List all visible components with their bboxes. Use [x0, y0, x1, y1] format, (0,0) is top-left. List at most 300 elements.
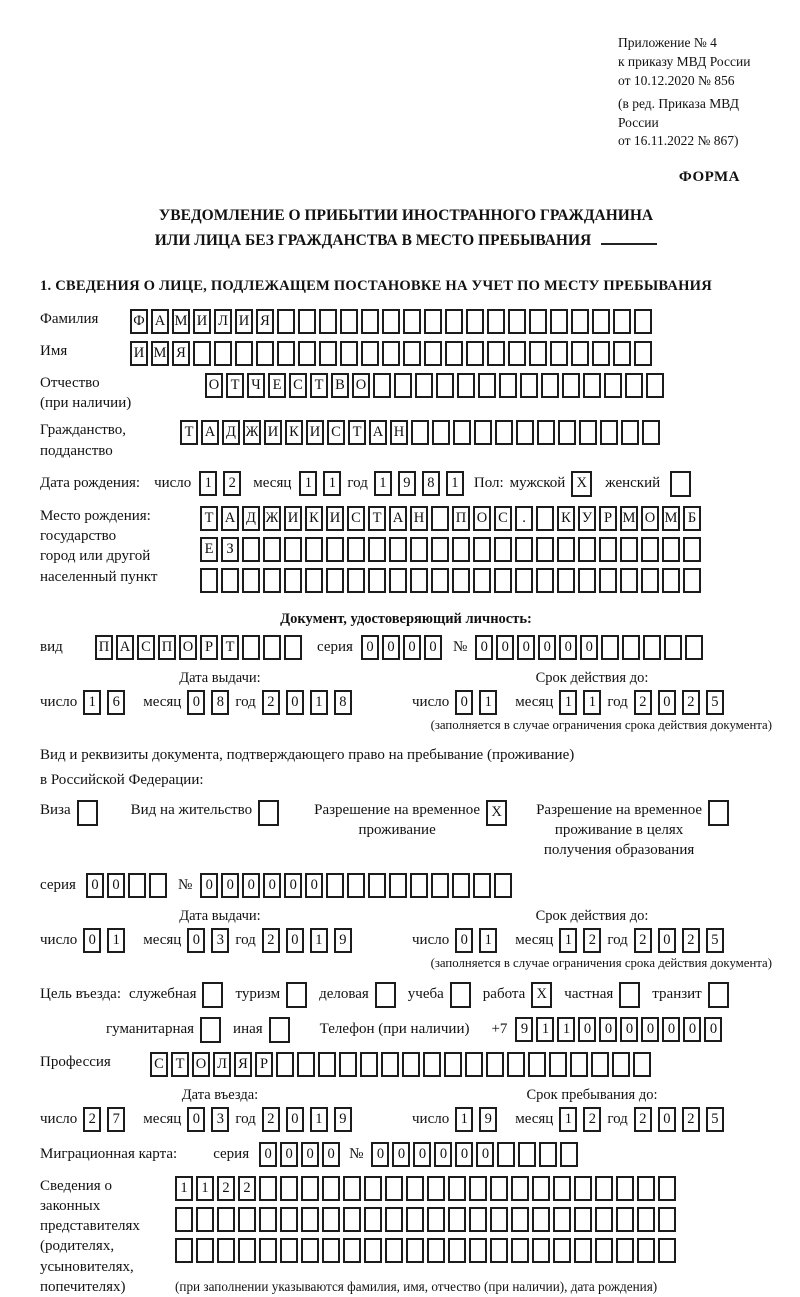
form-cell[interactable] — [579, 420, 597, 445]
form-cell[interactable] — [637, 1176, 655, 1201]
form-cell[interactable]: О — [192, 1052, 210, 1077]
form-cell[interactable] — [319, 341, 337, 366]
form-cell[interactable]: Я — [172, 341, 190, 366]
form-cell[interactable] — [410, 537, 428, 562]
form-cell[interactable]: 1 — [175, 1176, 193, 1201]
form-cell[interactable]: И — [193, 309, 211, 334]
form-cell[interactable]: 0 — [187, 928, 205, 953]
form-cell[interactable] — [263, 537, 281, 562]
form-cell[interactable]: О — [473, 506, 491, 531]
form-cell[interactable] — [242, 537, 260, 562]
form-cell[interactable] — [490, 1238, 508, 1263]
form-cell[interactable] — [427, 1207, 445, 1232]
form-cell[interactable] — [495, 420, 513, 445]
form-cell[interactable]: 6 — [107, 690, 125, 715]
form-cell[interactable] — [286, 982, 307, 1008]
form-cell[interactable]: А — [221, 506, 239, 531]
form-cell[interactable] — [427, 1176, 445, 1201]
form-cell[interactable]: О — [641, 506, 659, 531]
form-cell[interactable]: К — [285, 420, 303, 445]
form-cell[interactable]: 0 — [455, 1142, 473, 1167]
form-cell[interactable]: 0 — [662, 1017, 680, 1042]
form-cell[interactable] — [494, 568, 512, 593]
form-cell[interactable]: 2 — [634, 1107, 652, 1132]
form-cell[interactable]: З — [221, 537, 239, 562]
form-cell[interactable]: Т — [226, 373, 244, 398]
form-cell[interactable] — [619, 982, 640, 1008]
form-cell[interactable]: 0 — [683, 1017, 701, 1042]
form-cell[interactable]: П — [158, 635, 176, 660]
form-cell[interactable]: 0 — [361, 635, 379, 660]
form-cell[interactable] — [448, 1176, 466, 1201]
form-cell[interactable]: 1 — [310, 1107, 328, 1132]
form-cell[interactable] — [343, 1176, 361, 1201]
form-cell[interactable]: 0 — [83, 928, 101, 953]
form-cell[interactable] — [592, 309, 610, 334]
form-cell[interactable]: С — [347, 506, 365, 531]
form-cell[interactable] — [658, 1176, 676, 1201]
form-cell[interactable] — [574, 1176, 592, 1201]
form-cell[interactable] — [259, 1176, 277, 1201]
form-cell[interactable] — [478, 373, 496, 398]
form-cell[interactable]: 2 — [682, 1107, 700, 1132]
form-cell[interactable]: Ж — [263, 506, 281, 531]
form-cell[interactable] — [520, 373, 538, 398]
form-cell[interactable] — [541, 373, 559, 398]
form-cell[interactable]: 0 — [424, 635, 442, 660]
form-cell[interactable] — [284, 635, 302, 660]
form-cell[interactable] — [128, 873, 146, 898]
form-cell[interactable]: В — [331, 373, 349, 398]
form-cell[interactable]: 0 — [286, 928, 304, 953]
form-cell[interactable] — [536, 537, 554, 562]
form-cell[interactable] — [382, 309, 400, 334]
form-cell[interactable] — [269, 1017, 290, 1043]
form-cell[interactable] — [634, 341, 652, 366]
form-cell[interactable]: 0 — [538, 635, 556, 660]
form-cell[interactable]: 0 — [187, 1107, 205, 1132]
form-cell[interactable] — [708, 800, 729, 826]
form-cell[interactable] — [536, 506, 554, 531]
form-cell[interactable]: 1 — [536, 1017, 554, 1042]
form-cell[interactable] — [683, 568, 701, 593]
form-cell[interactable]: С — [327, 420, 345, 445]
form-cell[interactable] — [574, 1207, 592, 1232]
form-cell[interactable] — [685, 635, 703, 660]
form-cell[interactable]: X — [531, 982, 552, 1008]
form-cell[interactable] — [616, 1207, 634, 1232]
form-cell[interactable] — [263, 568, 281, 593]
form-cell[interactable]: 0 — [641, 1017, 659, 1042]
form-cell[interactable]: 1 — [559, 928, 577, 953]
form-cell[interactable] — [515, 568, 533, 593]
form-cell[interactable] — [571, 309, 589, 334]
form-cell[interactable] — [411, 420, 429, 445]
form-cell[interactable]: Т — [200, 506, 218, 531]
form-cell[interactable] — [633, 1052, 651, 1077]
form-cell[interactable] — [683, 537, 701, 562]
form-cell[interactable] — [557, 537, 575, 562]
form-cell[interactable] — [622, 635, 640, 660]
form-cell[interactable]: 0 — [382, 635, 400, 660]
form-cell[interactable] — [613, 341, 631, 366]
form-cell[interactable]: Р — [255, 1052, 273, 1077]
form-cell[interactable] — [298, 341, 316, 366]
form-cell[interactable] — [322, 1207, 340, 1232]
form-cell[interactable]: 1 — [196, 1176, 214, 1201]
form-cell[interactable]: 0 — [434, 1142, 452, 1167]
form-cell[interactable]: 1 — [479, 690, 497, 715]
form-cell[interactable] — [200, 568, 218, 593]
form-cell[interactable]: 1 — [455, 1107, 473, 1132]
form-cell[interactable] — [641, 568, 659, 593]
form-cell[interactable]: 2 — [217, 1176, 235, 1201]
form-cell[interactable] — [529, 309, 547, 334]
form-cell[interactable]: 2 — [223, 471, 241, 496]
form-cell[interactable]: 9 — [334, 928, 352, 953]
form-cell[interactable]: 1 — [559, 690, 577, 715]
form-cell[interactable]: 0 — [280, 1142, 298, 1167]
form-cell[interactable] — [305, 568, 323, 593]
form-cell[interactable] — [457, 373, 475, 398]
form-cell[interactable] — [149, 873, 167, 898]
form-cell[interactable] — [595, 1238, 613, 1263]
form-cell[interactable]: 0 — [259, 1142, 277, 1167]
form-cell[interactable]: 0 — [305, 873, 323, 898]
form-cell[interactable]: Д — [242, 506, 260, 531]
form-cell[interactable] — [256, 341, 274, 366]
form-cell[interactable]: X — [486, 800, 507, 826]
form-cell[interactable] — [562, 373, 580, 398]
form-cell[interactable] — [612, 1052, 630, 1077]
form-cell[interactable]: П — [452, 506, 470, 531]
form-cell[interactable]: X — [571, 471, 592, 497]
form-cell[interactable]: Я — [234, 1052, 252, 1077]
form-cell[interactable]: 2 — [238, 1176, 256, 1201]
form-cell[interactable]: 5 — [706, 1107, 724, 1132]
form-cell[interactable]: 0 — [413, 1142, 431, 1167]
form-cell[interactable] — [591, 1052, 609, 1077]
form-cell[interactable] — [368, 568, 386, 593]
form-cell[interactable] — [662, 537, 680, 562]
form-cell[interactable]: 8 — [334, 690, 352, 715]
form-cell[interactable]: Т — [310, 373, 328, 398]
form-cell[interactable] — [277, 309, 295, 334]
form-cell[interactable] — [532, 1176, 550, 1201]
form-cell[interactable] — [385, 1207, 403, 1232]
form-cell[interactable] — [595, 1207, 613, 1232]
form-cell[interactable]: А — [151, 309, 169, 334]
form-cell[interactable]: М — [151, 341, 169, 366]
form-cell[interactable] — [537, 420, 555, 445]
form-cell[interactable] — [385, 1238, 403, 1263]
form-cell[interactable] — [319, 309, 337, 334]
form-cell[interactable]: М — [620, 506, 638, 531]
form-cell[interactable]: К — [557, 506, 575, 531]
form-cell[interactable] — [301, 1176, 319, 1201]
form-cell[interactable] — [297, 1052, 315, 1077]
form-cell[interactable] — [662, 568, 680, 593]
form-cell[interactable]: 0 — [455, 928, 473, 953]
form-cell[interactable]: Т — [180, 420, 198, 445]
form-cell[interactable] — [625, 373, 643, 398]
form-cell[interactable] — [511, 1176, 529, 1201]
form-cell[interactable] — [406, 1238, 424, 1263]
form-cell[interactable]: 0 — [517, 635, 535, 660]
form-cell[interactable] — [284, 537, 302, 562]
form-cell[interactable]: С — [289, 373, 307, 398]
form-cell[interactable]: Ч — [247, 373, 265, 398]
form-cell[interactable] — [277, 341, 295, 366]
form-cell[interactable]: 0 — [475, 635, 493, 660]
form-cell[interactable]: 9 — [398, 471, 416, 496]
form-cell[interactable]: 1 — [557, 1017, 575, 1042]
form-cell[interactable]: 0 — [580, 635, 598, 660]
form-cell[interactable] — [427, 1238, 445, 1263]
form-cell[interactable]: 1 — [310, 690, 328, 715]
form-cell[interactable]: 0 — [86, 873, 104, 898]
form-cell[interactable]: О — [352, 373, 370, 398]
form-cell[interactable]: 2 — [262, 1107, 280, 1132]
form-cell[interactable]: 5 — [706, 690, 724, 715]
form-cell[interactable] — [242, 635, 260, 660]
form-cell[interactable]: 1 — [374, 471, 392, 496]
form-cell[interactable] — [301, 1238, 319, 1263]
form-cell[interactable]: 0 — [658, 690, 676, 715]
form-cell[interactable] — [708, 982, 729, 1008]
form-cell[interactable]: 0 — [286, 1107, 304, 1132]
form-cell[interactable]: . — [515, 506, 533, 531]
form-cell[interactable]: 0 — [403, 635, 421, 660]
form-cell[interactable] — [528, 1052, 546, 1077]
form-cell[interactable] — [221, 568, 239, 593]
form-cell[interactable] — [553, 1176, 571, 1201]
form-cell[interactable] — [499, 373, 517, 398]
form-cell[interactable] — [202, 982, 223, 1008]
form-cell[interactable] — [343, 1207, 361, 1232]
form-cell[interactable] — [238, 1207, 256, 1232]
form-cell[interactable]: 0 — [455, 690, 473, 715]
form-cell[interactable] — [465, 1052, 483, 1077]
form-cell[interactable] — [259, 1207, 277, 1232]
form-cell[interactable]: Т — [348, 420, 366, 445]
form-cell[interactable] — [494, 537, 512, 562]
form-cell[interactable]: 0 — [658, 928, 676, 953]
form-cell[interactable]: А — [116, 635, 134, 660]
form-cell[interactable]: А — [389, 506, 407, 531]
form-cell[interactable] — [599, 568, 617, 593]
form-cell[interactable] — [318, 1052, 336, 1077]
form-cell[interactable] — [343, 1238, 361, 1263]
form-cell[interactable]: 2 — [634, 690, 652, 715]
form-cell[interactable]: И — [284, 506, 302, 531]
form-cell[interactable]: 1 — [323, 471, 341, 496]
form-cell[interactable] — [385, 1176, 403, 1201]
form-cell[interactable] — [200, 1017, 221, 1043]
form-cell[interactable]: Ф — [130, 309, 148, 334]
form-cell[interactable] — [259, 1238, 277, 1263]
form-cell[interactable]: 0 — [496, 635, 514, 660]
form-cell[interactable] — [613, 309, 631, 334]
form-cell[interactable]: Т — [368, 506, 386, 531]
form-cell[interactable] — [196, 1207, 214, 1232]
form-cell[interactable]: 9 — [479, 1107, 497, 1132]
form-cell[interactable] — [322, 1176, 340, 1201]
form-cell[interactable] — [217, 1238, 235, 1263]
form-cell[interactable]: Б — [683, 506, 701, 531]
form-cell[interactable] — [490, 1176, 508, 1201]
form-cell[interactable]: 0 — [107, 873, 125, 898]
form-cell[interactable] — [553, 1238, 571, 1263]
form-cell[interactable]: 9 — [515, 1017, 533, 1042]
form-cell[interactable] — [620, 537, 638, 562]
form-cell[interactable] — [553, 1207, 571, 1232]
form-cell[interactable] — [406, 1176, 424, 1201]
form-cell[interactable] — [375, 982, 396, 1008]
form-cell[interactable] — [193, 341, 211, 366]
form-cell[interactable] — [473, 537, 491, 562]
form-cell[interactable]: 7 — [107, 1107, 125, 1132]
form-cell[interactable] — [382, 341, 400, 366]
form-cell[interactable] — [532, 1238, 550, 1263]
form-cell[interactable]: 0 — [263, 873, 281, 898]
form-cell[interactable]: 0 — [392, 1142, 410, 1167]
form-cell[interactable]: И — [306, 420, 324, 445]
form-cell[interactable] — [620, 568, 638, 593]
form-cell[interactable]: 1 — [583, 690, 601, 715]
form-cell[interactable] — [516, 420, 534, 445]
form-cell[interactable] — [175, 1238, 193, 1263]
form-cell[interactable] — [634, 309, 652, 334]
form-cell[interactable] — [494, 873, 512, 898]
form-cell[interactable] — [305, 537, 323, 562]
form-cell[interactable] — [423, 1052, 441, 1077]
form-cell[interactable] — [670, 471, 691, 497]
form-cell[interactable] — [406, 1207, 424, 1232]
form-cell[interactable] — [403, 341, 421, 366]
form-cell[interactable] — [368, 537, 386, 562]
form-cell[interactable] — [448, 1207, 466, 1232]
form-cell[interactable] — [616, 1176, 634, 1201]
form-cell[interactable]: С — [150, 1052, 168, 1077]
form-cell[interactable] — [347, 873, 365, 898]
form-cell[interactable]: 1 — [299, 471, 317, 496]
form-cell[interactable] — [322, 1238, 340, 1263]
form-cell[interactable]: 0 — [221, 873, 239, 898]
form-cell[interactable]: 2 — [682, 928, 700, 953]
form-cell[interactable]: Н — [410, 506, 428, 531]
form-cell[interactable]: 1 — [479, 928, 497, 953]
form-cell[interactable]: 1 — [310, 928, 328, 953]
form-cell[interactable]: 2 — [583, 928, 601, 953]
form-cell[interactable] — [646, 373, 664, 398]
form-cell[interactable]: И — [264, 420, 282, 445]
form-cell[interactable]: 0 — [242, 873, 260, 898]
form-cell[interactable]: 0 — [578, 1017, 596, 1042]
form-cell[interactable] — [364, 1176, 382, 1201]
form-cell[interactable]: Т — [171, 1052, 189, 1077]
form-cell[interactable] — [238, 1238, 256, 1263]
form-cell[interactable] — [557, 568, 575, 593]
form-cell[interactable]: 0 — [704, 1017, 722, 1042]
form-cell[interactable] — [466, 309, 484, 334]
form-cell[interactable] — [217, 1207, 235, 1232]
form-cell[interactable] — [507, 1052, 525, 1077]
form-cell[interactable]: 0 — [620, 1017, 638, 1042]
form-cell[interactable] — [450, 982, 471, 1008]
form-cell[interactable]: 3 — [211, 1107, 229, 1132]
form-cell[interactable] — [424, 341, 442, 366]
form-cell[interactable] — [529, 341, 547, 366]
form-cell[interactable] — [347, 537, 365, 562]
form-cell[interactable] — [381, 1052, 399, 1077]
form-cell[interactable]: 0 — [658, 1107, 676, 1132]
form-cell[interactable] — [410, 568, 428, 593]
form-cell[interactable] — [373, 373, 391, 398]
form-cell[interactable] — [284, 568, 302, 593]
form-cell[interactable] — [642, 420, 660, 445]
form-cell[interactable] — [280, 1176, 298, 1201]
form-cell[interactable] — [298, 309, 316, 334]
form-cell[interactable]: Д — [222, 420, 240, 445]
form-cell[interactable]: М — [662, 506, 680, 531]
form-cell[interactable] — [664, 635, 682, 660]
form-cell[interactable]: Н — [390, 420, 408, 445]
form-cell[interactable] — [368, 873, 386, 898]
form-cell[interactable]: Л — [214, 309, 232, 334]
form-cell[interactable]: Т — [221, 635, 239, 660]
form-cell[interactable]: К — [305, 506, 323, 531]
form-cell[interactable] — [436, 373, 454, 398]
form-cell[interactable]: 1 — [559, 1107, 577, 1132]
form-cell[interactable]: У — [578, 506, 596, 531]
form-cell[interactable] — [452, 537, 470, 562]
form-cell[interactable] — [77, 800, 98, 826]
form-cell[interactable] — [445, 309, 463, 334]
form-cell[interactable] — [389, 537, 407, 562]
form-cell[interactable]: 2 — [583, 1107, 601, 1132]
form-cell[interactable] — [453, 420, 471, 445]
form-cell[interactable]: Я — [256, 309, 274, 334]
form-cell[interactable] — [487, 309, 505, 334]
form-cell[interactable]: 0 — [284, 873, 302, 898]
form-cell[interactable] — [410, 873, 428, 898]
form-cell[interactable]: 0 — [286, 690, 304, 715]
form-cell[interactable] — [637, 1238, 655, 1263]
form-cell[interactable]: Е — [268, 373, 286, 398]
form-cell[interactable] — [486, 1052, 504, 1077]
form-cell[interactable]: И — [326, 506, 344, 531]
form-cell[interactable] — [301, 1207, 319, 1232]
form-cell[interactable]: Р — [200, 635, 218, 660]
form-cell[interactable] — [550, 341, 568, 366]
form-cell[interactable] — [578, 568, 596, 593]
form-cell[interactable]: 0 — [322, 1142, 340, 1167]
form-cell[interactable] — [583, 373, 601, 398]
form-cell[interactable]: Ж — [243, 420, 261, 445]
form-cell[interactable] — [364, 1238, 382, 1263]
form-cell[interactable]: Л — [213, 1052, 231, 1077]
form-cell[interactable] — [570, 1052, 588, 1077]
form-cell[interactable]: О — [205, 373, 223, 398]
form-cell[interactable] — [326, 537, 344, 562]
form-cell[interactable] — [340, 309, 358, 334]
form-cell[interactable]: Е — [200, 537, 218, 562]
form-cell[interactable] — [424, 309, 442, 334]
form-cell[interactable] — [403, 309, 421, 334]
form-cell[interactable]: 0 — [371, 1142, 389, 1167]
form-cell[interactable] — [340, 341, 358, 366]
